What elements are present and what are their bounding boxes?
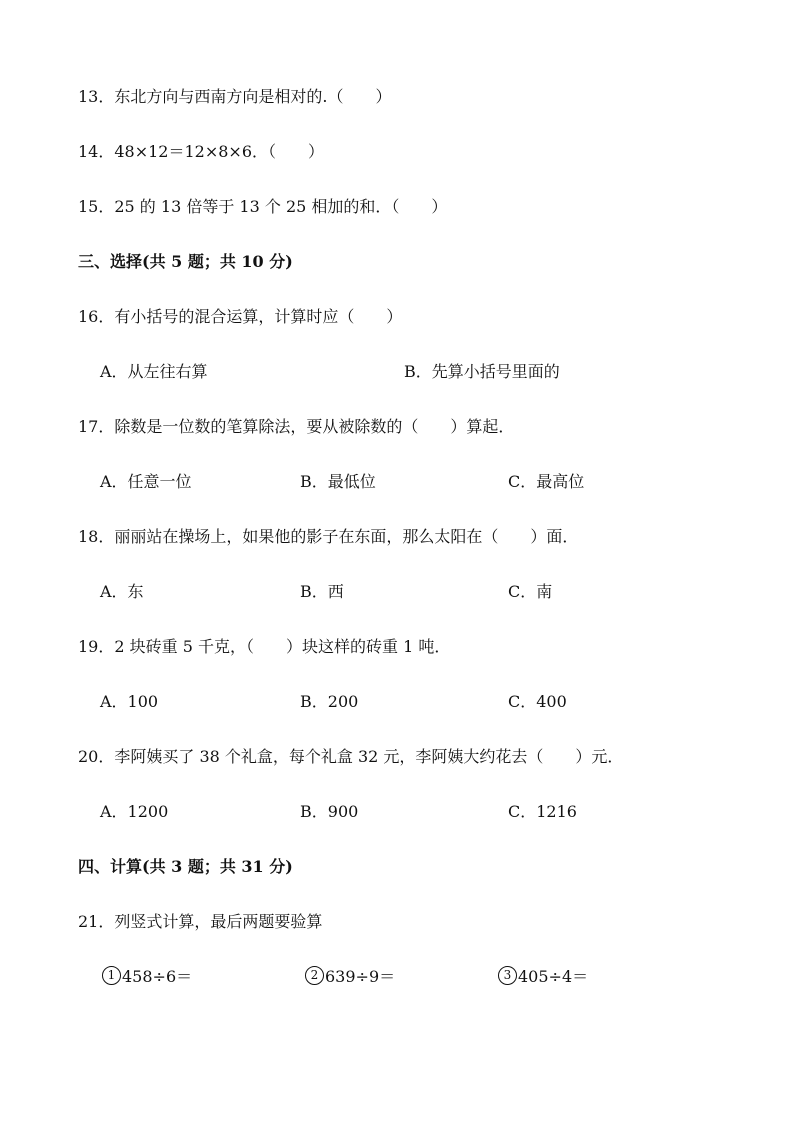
section-4-heading: 四、计算(共 3 题；共 31 分) bbox=[78, 857, 293, 876]
q19-option-a: A．100 bbox=[100, 692, 159, 711]
question-14: 14．48×12＝12×8×6．（ ） bbox=[78, 142, 325, 161]
q18-option-a: A．东 bbox=[100, 582, 144, 601]
circled-number-3: 3 bbox=[498, 966, 517, 985]
question-20: 20．李阿姨买了 38 个礼盒，每个礼盒 32 元，李阿姨大约花去（ ）元． bbox=[78, 747, 624, 766]
q21-item-3-expr: 405÷4＝ bbox=[518, 967, 589, 986]
q19-option-c: C．400 bbox=[508, 692, 567, 711]
question-16: 16．有小括号的混合运算，计算时应（ ） bbox=[78, 307, 403, 326]
q21-item-2-expr: 639÷9＝ bbox=[325, 967, 396, 986]
q16-option-b: B．先算小括号里面的 bbox=[404, 362, 560, 381]
q17-option-c: C．最高位 bbox=[508, 472, 585, 491]
section-3-heading: 三、选择(共 5 题；共 10 分) bbox=[78, 252, 293, 271]
q17-option-b: B．最低位 bbox=[300, 472, 376, 491]
q21-item-3 bbox=[498, 966, 588, 988]
question-15: 15．25 的 13 倍等于 13 个 25 相加的和．（ ） bbox=[78, 197, 448, 216]
q21-item-1 bbox=[102, 966, 192, 988]
circled-number-2: 2 bbox=[305, 966, 324, 985]
question-21: 21．列竖式计算，最后两题要验算 bbox=[78, 912, 323, 931]
question-13: 13．东北方向与西南方向是相对的.（ ） bbox=[78, 87, 392, 106]
q21-item-1-expr: 458÷6＝ bbox=[122, 967, 193, 986]
q16-option-a: A．从左往右算 bbox=[100, 362, 208, 381]
q18-option-c: C．南 bbox=[508, 582, 553, 601]
question-19: 19．2 块砖重 5 千克，（ ）块这样的砖重 1 吨． bbox=[78, 637, 451, 656]
q20-option-b: B．900 bbox=[300, 802, 359, 821]
circled-number-1: 1 bbox=[102, 966, 121, 985]
q18-option-b: B．西 bbox=[300, 582, 344, 601]
question-17: 17．除数是一位数的笔算除法，要从被除数的（ ）算起． bbox=[78, 417, 515, 436]
question-18: 18．丽丽站在操场上，如果他的影子在东面，那么太阳在（ ）面． bbox=[78, 527, 579, 546]
q20-option-a: A．1200 bbox=[100, 802, 169, 821]
q20-option-c: C．1216 bbox=[508, 802, 577, 821]
q21-item-2 bbox=[305, 966, 395, 988]
q17-option-a: A．任意一位 bbox=[100, 472, 192, 491]
q19-option-b: B．200 bbox=[300, 692, 359, 711]
